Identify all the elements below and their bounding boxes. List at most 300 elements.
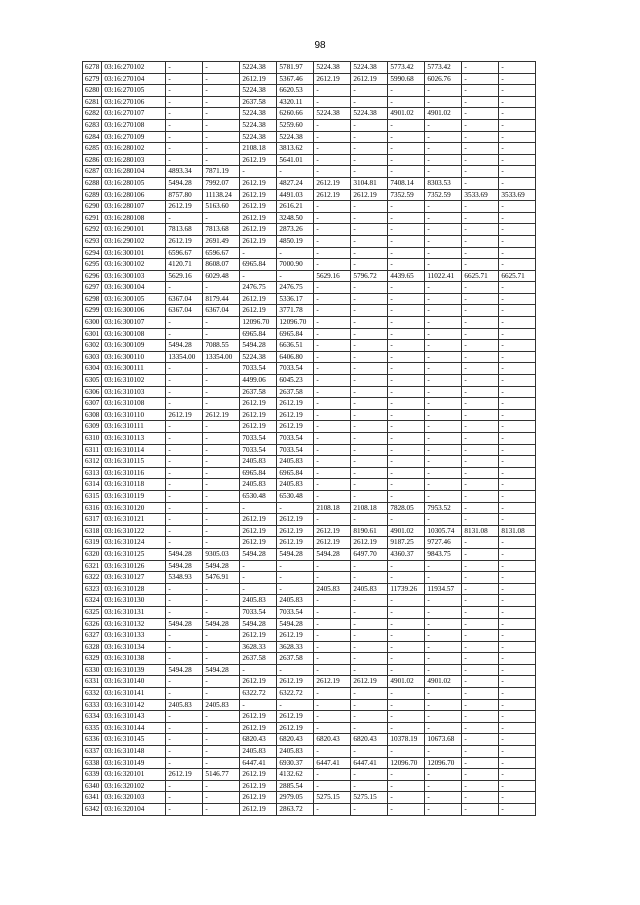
value-cell: -: [314, 282, 351, 294]
code-cell: 03:16:280107: [102, 201, 166, 213]
value-cell: -: [499, 143, 536, 155]
table-row: [83, 676, 536, 688]
value-cell: -: [240, 699, 277, 711]
value-cell: -: [166, 746, 203, 758]
value-cell: -: [314, 780, 351, 792]
value-cell: 7813.68: [166, 224, 203, 236]
value-cell: -: [166, 734, 203, 746]
value-cell: -: [388, 398, 425, 410]
value-cell: -: [277, 699, 314, 711]
value-cell: 9187.25: [388, 537, 425, 549]
value-cell: -: [351, 386, 388, 398]
value-cell: 2405.83: [203, 699, 240, 711]
value-cell: 5224.38: [351, 108, 388, 120]
value-cell: -: [462, 143, 499, 155]
row-number-cell: 6322: [83, 572, 102, 584]
table-row: [83, 375, 536, 387]
value-cell: -: [351, 572, 388, 584]
value-cell: -: [499, 85, 536, 97]
value-cell: 5773.42: [388, 62, 425, 74]
value-cell: -: [425, 305, 462, 317]
row-number-cell: 6328: [83, 641, 102, 653]
value-cell: 2616.21: [277, 201, 314, 213]
value-cell: 7813.68: [203, 224, 240, 236]
value-cell: 6965.84: [277, 467, 314, 479]
value-cell: -: [203, 746, 240, 758]
value-cell: -: [314, 618, 351, 630]
value-cell: -: [314, 85, 351, 97]
value-cell: -: [351, 96, 388, 108]
code-cell: 03:16:300108: [102, 328, 166, 340]
value-cell: 2612.19: [166, 235, 203, 247]
value-cell: 2612.19: [240, 537, 277, 549]
value-cell: -: [351, 351, 388, 363]
value-cell: -: [314, 514, 351, 526]
value-cell: 5494.28: [240, 548, 277, 560]
value-cell: -: [351, 143, 388, 155]
value-cell: -: [388, 804, 425, 816]
value-cell: -: [462, 630, 499, 642]
value-cell: -: [425, 433, 462, 445]
value-cell: -: [462, 502, 499, 514]
value-cell: -: [462, 514, 499, 526]
value-cell: 6406.80: [277, 351, 314, 363]
value-cell: -: [166, 502, 203, 514]
value-cell: -: [203, 433, 240, 445]
value-cell: -: [240, 560, 277, 572]
value-cell: -: [351, 688, 388, 700]
value-cell: -: [351, 131, 388, 143]
value-cell: -: [166, 490, 203, 502]
value-cell: -: [166, 804, 203, 816]
value-cell: 2612.19: [240, 780, 277, 792]
value-cell: -: [499, 653, 536, 665]
row-number-cell: 6282: [83, 108, 102, 120]
value-cell: 2612.19: [240, 189, 277, 201]
value-cell: -: [203, 711, 240, 723]
value-cell: -: [425, 514, 462, 526]
table-row: [83, 630, 536, 642]
value-cell: 2612.19: [314, 73, 351, 85]
value-cell: -: [351, 560, 388, 572]
value-cell: 5224.38: [240, 131, 277, 143]
value-cell: 12096.70: [425, 757, 462, 769]
value-cell: 4850.19: [277, 235, 314, 247]
value-cell: -: [499, 235, 536, 247]
value-cell: 2612.19: [240, 212, 277, 224]
value-cell: -: [499, 375, 536, 387]
value-cell: -: [351, 595, 388, 607]
value-cell: -: [351, 247, 388, 259]
value-cell: -: [462, 375, 499, 387]
value-cell: 7033.54: [240, 606, 277, 618]
value-cell: -: [499, 676, 536, 688]
value-cell: -: [203, 421, 240, 433]
value-cell: -: [166, 653, 203, 665]
code-cell: 03:16:310142: [102, 699, 166, 711]
value-cell: 11739.26: [388, 583, 425, 595]
code-cell: 03:16:300104: [102, 282, 166, 294]
value-cell: 3628.33: [240, 641, 277, 653]
table-row: [83, 247, 536, 259]
table-row: [83, 351, 536, 363]
value-cell: -: [351, 154, 388, 166]
value-cell: -: [425, 664, 462, 676]
value-cell: -: [203, 676, 240, 688]
value-cell: -: [388, 688, 425, 700]
value-cell: 2612.19: [240, 201, 277, 213]
value-cell: -: [203, 62, 240, 74]
value-cell: 2612.19: [240, 421, 277, 433]
value-cell: -: [388, 235, 425, 247]
value-cell: -: [462, 699, 499, 711]
value-cell: 2405.83: [277, 746, 314, 758]
value-cell: -: [240, 664, 277, 676]
value-cell: -: [314, 653, 351, 665]
value-cell: 12096.70: [388, 757, 425, 769]
value-cell: -: [166, 467, 203, 479]
value-cell: -: [203, 734, 240, 746]
value-cell: 2637.58: [277, 386, 314, 398]
value-cell: -: [425, 375, 462, 387]
value-cell: -: [351, 166, 388, 178]
value-cell: -: [351, 467, 388, 479]
value-cell: -: [462, 131, 499, 143]
value-cell: -: [314, 224, 351, 236]
code-cell: 03:16:300107: [102, 317, 166, 329]
value-cell: -: [388, 769, 425, 781]
table-row: [83, 85, 536, 97]
code-cell: 03:16:300102: [102, 259, 166, 271]
value-cell: -: [499, 688, 536, 700]
value-cell: -: [462, 119, 499, 131]
value-cell: 6820.43: [314, 734, 351, 746]
value-cell: -: [499, 293, 536, 305]
value-cell: 2612.19: [240, 224, 277, 236]
value-cell: -: [388, 595, 425, 607]
row-number-cell: 6295: [83, 259, 102, 271]
code-cell: 03:16:320104: [102, 804, 166, 816]
value-cell: -: [166, 96, 203, 108]
value-cell: -: [166, 282, 203, 294]
value-cell: -: [462, 73, 499, 85]
code-cell: 03:16:270106: [102, 96, 166, 108]
value-cell: 10378.19: [388, 734, 425, 746]
value-cell: 3533.69: [499, 189, 536, 201]
value-cell: -: [425, 282, 462, 294]
value-cell: -: [425, 572, 462, 584]
value-cell: 2108.18: [314, 502, 351, 514]
value-cell: -: [425, 746, 462, 758]
value-cell: -: [425, 722, 462, 734]
value-cell: 2405.83: [240, 746, 277, 758]
value-cell: -: [277, 166, 314, 178]
value-cell: -: [166, 479, 203, 491]
value-cell: -: [240, 502, 277, 514]
value-cell: -: [166, 792, 203, 804]
value-cell: 4901.02: [388, 676, 425, 688]
value-cell: 2612.19: [314, 537, 351, 549]
value-cell: 2612.19: [277, 676, 314, 688]
value-cell: 2873.26: [277, 224, 314, 236]
row-number-cell: 6305: [83, 375, 102, 387]
value-cell: 2885.54: [277, 780, 314, 792]
value-cell: 5224.38: [314, 108, 351, 120]
value-cell: 5259.60: [277, 119, 314, 131]
row-number-cell: 6329: [83, 653, 102, 665]
value-cell: -: [314, 143, 351, 155]
value-cell: 6620.53: [277, 85, 314, 97]
value-cell: -: [203, 467, 240, 479]
value-cell: -: [499, 317, 536, 329]
value-cell: 5275.15: [314, 792, 351, 804]
value-cell: 5781.97: [277, 62, 314, 74]
value-cell: -: [499, 73, 536, 85]
code-cell: 03:16:280105: [102, 177, 166, 189]
value-cell: -: [462, 398, 499, 410]
row-number-cell: 6285: [83, 143, 102, 155]
value-cell: -: [314, 595, 351, 607]
value-cell: -: [499, 664, 536, 676]
value-cell: 5494.28: [166, 177, 203, 189]
table-row: [83, 792, 536, 804]
value-cell: -: [203, 386, 240, 398]
value-cell: -: [462, 351, 499, 363]
value-cell: -: [499, 804, 536, 816]
value-cell: -: [166, 317, 203, 329]
value-cell: -: [351, 317, 388, 329]
value-cell: -: [203, 537, 240, 549]
value-cell: -: [314, 560, 351, 572]
value-cell: -: [351, 664, 388, 676]
value-cell: 12096.70: [240, 317, 277, 329]
value-cell: -: [277, 664, 314, 676]
value-cell: -: [462, 433, 499, 445]
value-cell: -: [314, 259, 351, 271]
value-cell: -: [351, 433, 388, 445]
value-cell: -: [388, 409, 425, 421]
value-cell: -: [499, 711, 536, 723]
value-cell: -: [351, 769, 388, 781]
table-row: [83, 386, 536, 398]
table-row: [83, 224, 536, 236]
value-cell: -: [462, 583, 499, 595]
value-cell: 2612.19: [240, 525, 277, 537]
value-cell: 5224.38: [314, 62, 351, 74]
code-cell: 03:16:270108: [102, 119, 166, 131]
value-cell: 2612.19: [277, 711, 314, 723]
table-row: [83, 746, 536, 758]
value-cell: 5494.28: [314, 548, 351, 560]
value-cell: -: [166, 131, 203, 143]
value-cell: -: [462, 595, 499, 607]
value-cell: -: [388, 514, 425, 526]
data-table: [82, 61, 536, 816]
value-cell: -: [203, 131, 240, 143]
value-cell: -: [462, 490, 499, 502]
value-cell: 6625.71: [462, 270, 499, 282]
value-cell: -: [462, 711, 499, 723]
table-row: [83, 154, 536, 166]
value-cell: 5494.28: [166, 340, 203, 352]
table-row: [83, 804, 536, 816]
value-cell: -: [203, 212, 240, 224]
row-number-cell: 6302: [83, 340, 102, 352]
table-row: [83, 653, 536, 665]
value-cell: 2863.72: [277, 804, 314, 816]
value-cell: -: [240, 166, 277, 178]
value-cell: -: [499, 479, 536, 491]
value-cell: -: [314, 363, 351, 375]
value-cell: -: [166, 421, 203, 433]
value-cell: -: [166, 363, 203, 375]
value-cell: -: [388, 699, 425, 711]
value-cell: -: [314, 699, 351, 711]
value-cell: -: [388, 131, 425, 143]
table-row: [83, 525, 536, 537]
value-cell: -: [388, 351, 425, 363]
value-cell: -: [388, 317, 425, 329]
row-number-cell: 6279: [83, 73, 102, 85]
value-cell: 7828.05: [388, 502, 425, 514]
code-cell: 03:16:300101: [102, 247, 166, 259]
row-number-cell: 6288: [83, 177, 102, 189]
value-cell: -: [203, 96, 240, 108]
value-cell: 6596.67: [166, 247, 203, 259]
row-number-cell: 6341: [83, 792, 102, 804]
value-cell: -: [351, 722, 388, 734]
value-cell: -: [351, 282, 388, 294]
value-cell: -: [425, 201, 462, 213]
value-cell: -: [462, 688, 499, 700]
code-cell: 03:16:300111: [102, 363, 166, 375]
value-cell: -: [388, 653, 425, 665]
value-cell: -: [166, 143, 203, 155]
value-cell: -: [314, 572, 351, 584]
value-cell: -: [462, 317, 499, 329]
value-cell: -: [425, 490, 462, 502]
table-row: [83, 282, 536, 294]
row-number-cell: 6337: [83, 746, 102, 758]
value-cell: -: [425, 804, 462, 816]
value-cell: -: [388, 467, 425, 479]
table-row: [83, 583, 536, 595]
code-cell: 03:16:310125: [102, 548, 166, 560]
value-cell: -: [425, 328, 462, 340]
value-cell: -: [499, 502, 536, 514]
value-cell: -: [425, 792, 462, 804]
value-cell: -: [314, 212, 351, 224]
value-cell: -: [166, 583, 203, 595]
value-cell: -: [314, 804, 351, 816]
row-number-cell: 6297: [83, 282, 102, 294]
code-cell: 03:16:320101: [102, 769, 166, 781]
code-cell: 03:16:310116: [102, 467, 166, 479]
value-cell: -: [499, 340, 536, 352]
value-cell: -: [351, 711, 388, 723]
value-cell: 6930.37: [277, 757, 314, 769]
row-number-cell: 6293: [83, 235, 102, 247]
value-cell: -: [277, 560, 314, 572]
table-row: [83, 119, 536, 131]
table-row: [83, 572, 536, 584]
value-cell: -: [499, 108, 536, 120]
value-cell: -: [499, 548, 536, 560]
value-cell: -: [388, 247, 425, 259]
value-cell: 2612.19: [351, 537, 388, 549]
value-cell: 4499.06: [240, 375, 277, 387]
value-cell: -: [425, 119, 462, 131]
row-number-cell: 6315: [83, 490, 102, 502]
value-cell: -: [462, 62, 499, 74]
row-number-cell: 6326: [83, 618, 102, 630]
value-cell: -: [314, 398, 351, 410]
value-cell: -: [277, 572, 314, 584]
row-number-cell: 6320: [83, 548, 102, 560]
value-cell: -: [388, 630, 425, 642]
value-cell: 7000.90: [277, 259, 314, 271]
table-row: [83, 618, 536, 630]
value-cell: 2612.19: [240, 154, 277, 166]
value-cell: -: [166, 676, 203, 688]
value-cell: -: [425, 653, 462, 665]
code-cell: 03:16:310139: [102, 664, 166, 676]
code-cell: 03:16:310103: [102, 386, 166, 398]
value-cell: -: [351, 514, 388, 526]
value-cell: -: [499, 282, 536, 294]
code-cell: 03:16:310130: [102, 595, 166, 607]
value-cell: -: [203, 444, 240, 456]
code-cell: 03:16:310143: [102, 711, 166, 723]
row-number-cell: 6325: [83, 606, 102, 618]
value-cell: -: [462, 328, 499, 340]
value-cell: -: [462, 363, 499, 375]
value-cell: 2108.18: [240, 143, 277, 155]
value-cell: -: [314, 711, 351, 723]
value-cell: -: [425, 780, 462, 792]
value-cell: 6367.04: [166, 293, 203, 305]
row-number-cell: 6342: [83, 804, 102, 816]
value-cell: -: [499, 606, 536, 618]
value-cell: 11022.41: [425, 270, 462, 282]
value-cell: -: [499, 259, 536, 271]
value-cell: 4320.11: [277, 96, 314, 108]
value-cell: -: [166, 73, 203, 85]
row-number-cell: 6280: [83, 85, 102, 97]
value-cell: 2612.19: [203, 409, 240, 421]
value-cell: 6447.41: [351, 757, 388, 769]
value-cell: -: [499, 722, 536, 734]
row-number-cell: 6314: [83, 479, 102, 491]
value-cell: 2612.19: [277, 421, 314, 433]
value-cell: -: [462, 282, 499, 294]
value-cell: 6636.51: [277, 340, 314, 352]
table-row: [83, 606, 536, 618]
value-cell: -: [351, 305, 388, 317]
value-cell: 5494.28: [203, 560, 240, 572]
value-cell: -: [314, 131, 351, 143]
value-cell: 4491.03: [277, 189, 314, 201]
code-cell: 03:16:320102: [102, 780, 166, 792]
value-cell: 5163.60: [203, 201, 240, 213]
value-cell: -: [314, 247, 351, 259]
value-cell: -: [388, 166, 425, 178]
table-row: [83, 502, 536, 514]
value-cell: -: [462, 305, 499, 317]
code-cell: 03:16:280106: [102, 189, 166, 201]
value-cell: 2612.19: [277, 630, 314, 642]
table-row: [83, 769, 536, 781]
